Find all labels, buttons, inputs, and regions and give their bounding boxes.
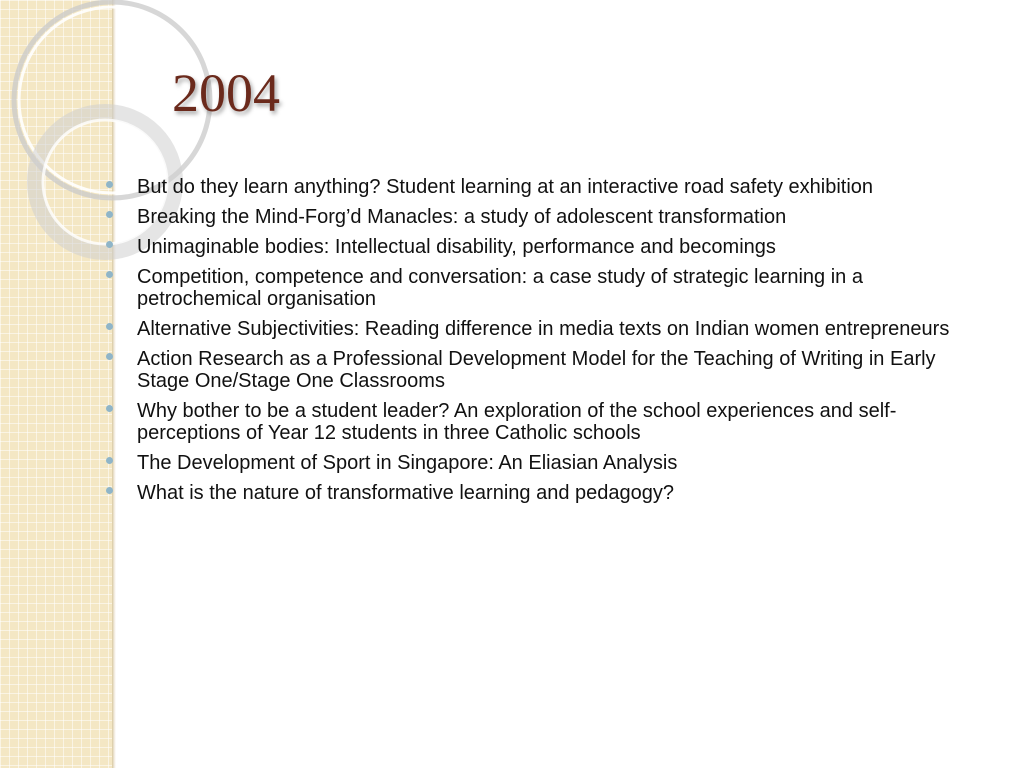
- bullet-dot-icon: [106, 353, 113, 360]
- bullet-dot-icon: [106, 211, 113, 218]
- bullet-item: [104, 482, 954, 504]
- bullet-dot-icon: [106, 487, 113, 494]
- bullet-text: Unimaginable bodies: Intellectual disability, performance and becomings: [137, 236, 776, 258]
- bullet-text: What is the nature of transformative learning and pedagogy?: [137, 482, 674, 504]
- slide-title: 2004: [172, 63, 280, 123]
- bullet-item: [104, 176, 954, 198]
- bullet-dot-icon: [106, 181, 113, 188]
- bullet-dot-icon: [106, 323, 113, 330]
- bullet-dot-icon: [106, 405, 113, 412]
- bullet-dot-icon: [106, 457, 113, 464]
- bullet-text: Action Research as a Professional Development Model for the Teaching of Writing in Early Stage One/Stage One Classrooms: [137, 348, 936, 392]
- bullet-text: The Development of Sport in Singapore: An Eliasian Analysis: [137, 452, 678, 474]
- bullet-item: [104, 452, 954, 474]
- bullet-dot-icon: [106, 271, 113, 278]
- bullet-item: [104, 348, 954, 392]
- bullet-item: [104, 206, 954, 228]
- bullet-text: Why bother to be a student leader? An exploration of the school experiences and self-perceptions of Year 12 students in three Catholic schools: [137, 400, 897, 444]
- bullet-text: Breaking the Mind-Forg’d Manacles: a study of adolescent transformation: [137, 206, 787, 228]
- bullet-item: [104, 266, 954, 310]
- bullet-item: [104, 318, 954, 340]
- bullet-item: [104, 236, 954, 258]
- bullet-list: [104, 176, 954, 512]
- bullet-dot-icon: [106, 241, 113, 248]
- bullet-text: Competition, competence and conversation: a case study of strategic learning in a petrochemical organisation: [137, 266, 863, 310]
- bullet-item: [104, 400, 954, 444]
- bullet-text: Alternative Subjectivities: Reading difference in media texts on Indian women entrepreneurs: [137, 318, 950, 340]
- bullet-text: But do they learn anything? Student learning at an interactive road safety exhibition: [137, 176, 874, 198]
